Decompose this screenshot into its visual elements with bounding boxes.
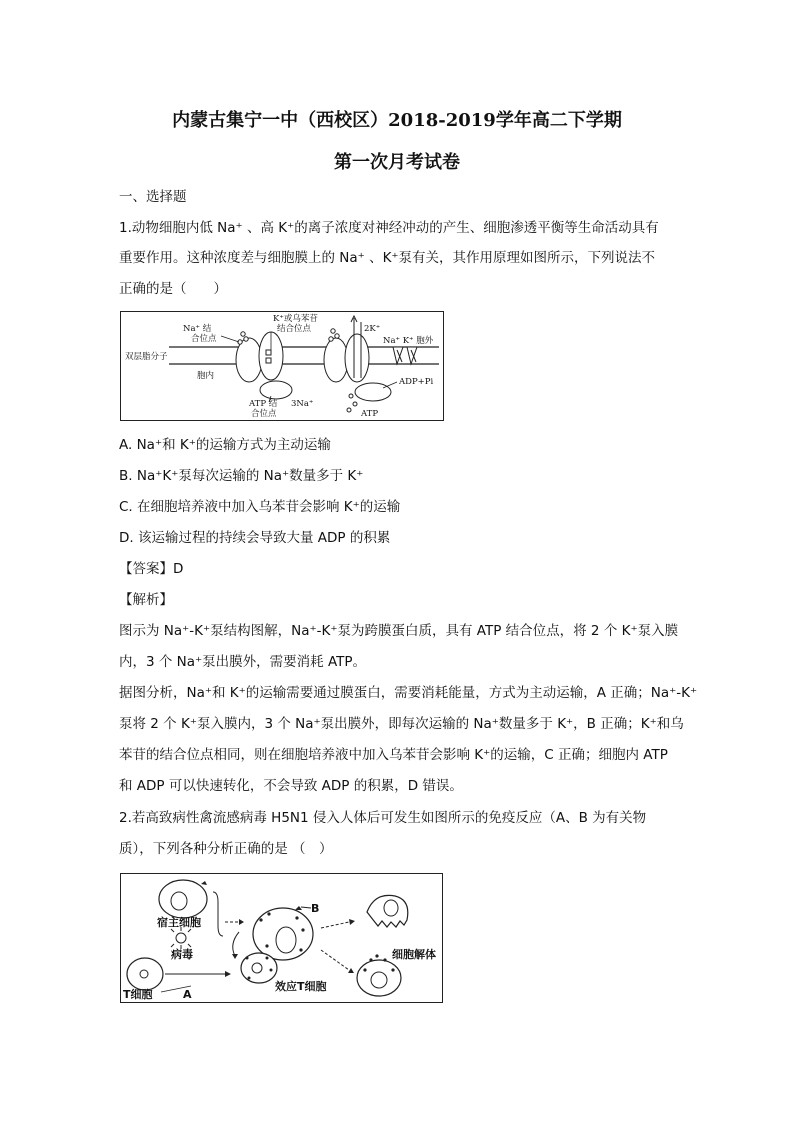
atp-label: ATP — [361, 409, 379, 419]
na-binding-site-label — [183, 323, 217, 344]
na-k-pump-diagram — [121, 312, 443, 420]
atp-binding-site-label-line: 合位点 — [251, 409, 277, 419]
k-binding-site-label-line: K⁺或乌苯苷 — [273, 314, 318, 324]
option-c: C. 在细胞培养液中加入乌苯苷会影响 K⁺的运输 — [119, 499, 401, 515]
atp-binding-site-label-line: ATP 结 — [249, 399, 278, 409]
lysis-label: 细胞解体 — [392, 948, 436, 961]
host-cell-nucleus — [171, 892, 187, 910]
na3-label: 3Na⁺ — [291, 399, 314, 409]
q2-stem-line: 质），下列各种分析正确的是 （ ） — [119, 841, 333, 857]
label-a: A — [183, 988, 192, 1001]
label-b: B — [311, 902, 320, 915]
analysis-line: 泵将 2 个 K⁺泵入膜内，3 个 Na⁺泵出膜外，即每次运输的 Na⁺数量多于 K⁺，B 正确；K⁺和乌 — [119, 716, 684, 732]
na-k-pump-figure — [120, 311, 444, 421]
virus-shape — [176, 933, 186, 943]
analysis-line: 图示为 Na⁺-K⁺泵结构图解，Na⁺-K⁺泵为跨膜蛋白质，具有 ATP 结合位点，将 2 个 K⁺泵入膜 — [119, 623, 679, 639]
option-a: A. Na⁺和 K⁺的运输方式为主动运输 — [119, 437, 331, 453]
q1-stem-line: 1.动物细胞内低 Na⁺ 、高 K⁺的离子浓度对神经冲动的产生、细胞渗透平衡等生命活动具有 — [119, 220, 659, 236]
page-subtitle: 第一次月考试卷 — [334, 152, 460, 173]
virus-label: 病毒 — [171, 948, 193, 961]
na-binding-site-label-line: Na⁺ 结 — [183, 324, 212, 334]
immune-response-figure — [120, 873, 443, 1003]
option-d: D. 该运输过程的持续会导致大量 ADP 的积累 — [119, 530, 391, 546]
atp-binding-site-label — [248, 398, 280, 419]
analysis-line: 据图分析，Na⁺和 K⁺的运输需要通过膜蛋白，需要消耗能量，方式为主动运输，A 正确；Na⁺-K⁺ — [119, 685, 698, 701]
effector-t-cell-label: 效应T细胞 — [275, 980, 327, 993]
t-cell-label: T细胞 — [123, 988, 153, 1001]
k-binding-site-label — [273, 313, 321, 334]
option-b: B. Na⁺K⁺泵每次运输的 Na⁺数量多于 K⁺ — [119, 468, 364, 484]
host-cell-label: 宿主细胞 — [157, 916, 201, 929]
immune-response-diagram — [121, 874, 442, 1002]
analysis-heading: 【解析】 — [119, 592, 173, 608]
atp-site-shape — [260, 381, 292, 399]
q1-stem-line: 重要作用。这种浓度差与细胞膜上的 Na⁺ 、K⁺泵有关，其作用原理如图所示，下列说法不 — [119, 250, 656, 266]
analysis-line: 内，3 个 Na⁺泵出膜外，需要消耗 ATP。 — [119, 654, 367, 670]
na-binding-site-label-line: 合位点 — [191, 334, 217, 344]
q2-stem-line: 2.若高致病性禽流感病毒 H5N1 侵入人体后可发生如图所示的免疫反应（A、B 为有关物 — [119, 810, 647, 826]
q1-stem-line: 正确的是（ ） — [119, 281, 227, 297]
k-binding-site-label-line: 结合位点 — [277, 324, 312, 334]
analysis-line: 苯苷的结合位点相同，则在细胞培养液中加入乌苯苷会影响 K⁺的运输，C 正确；细胞内 ATP — [119, 747, 668, 763]
inside-label: 胞内 — [197, 371, 215, 381]
page-title: 内蒙古集宁一中（西校区）2018-2019学年高二下学期 — [172, 110, 622, 131]
bilayer-label: 双层脂分子 — [125, 352, 168, 362]
outside-label: Na⁺ K⁺ 胞外 — [383, 336, 434, 346]
analysis-line: 和 ADP 可以快速转化，不会导致 ADP 的积累，D 错误。 — [119, 778, 463, 794]
k2-label: 2K⁺ — [364, 324, 381, 334]
adp-label: ADP+Pi — [399, 377, 434, 387]
section-heading: 一、选择题 — [119, 189, 187, 205]
answer: 【答案】D — [119, 561, 184, 577]
